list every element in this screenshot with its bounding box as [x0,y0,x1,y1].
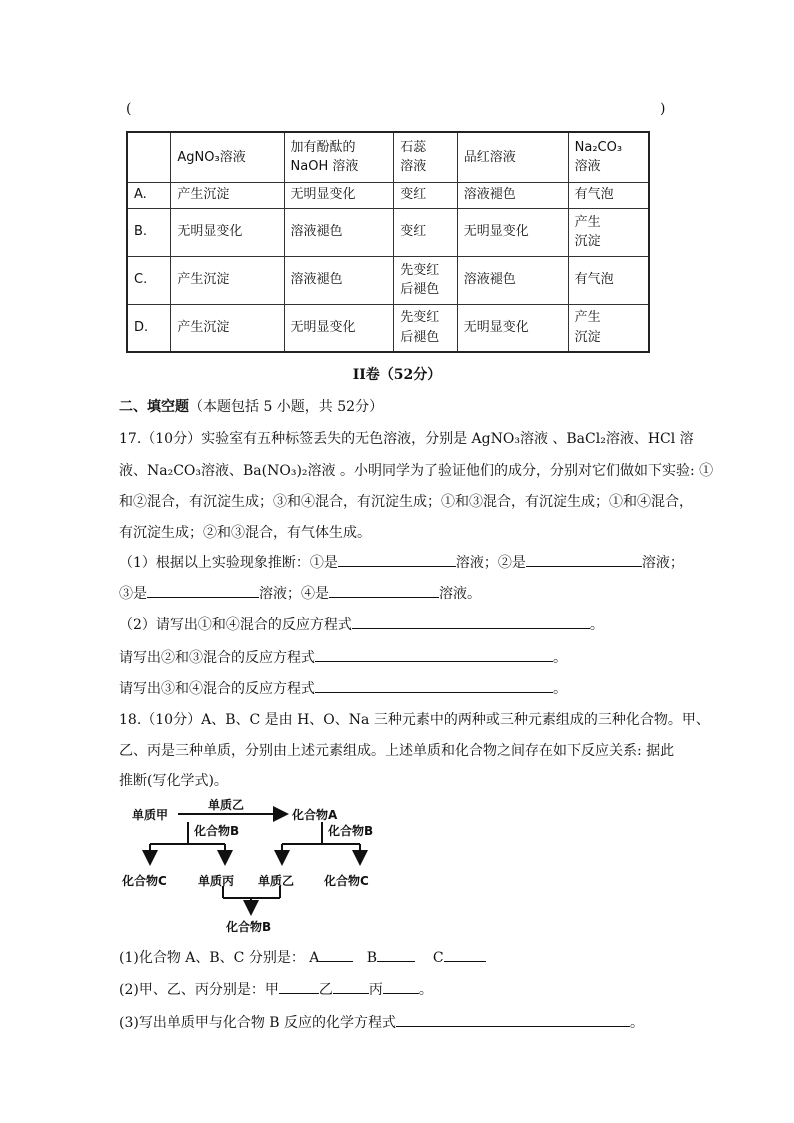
table-cell: 产生沉淀 [171,304,284,352]
options-table [126,131,650,353]
table-cell: 溶液褪色 [457,256,568,304]
q17-line4: 有沉淀生成；②和③混合，有气体生成。 [119,525,371,541]
part2-heading [119,396,383,416]
answer-blank[interactable] [319,947,353,962]
node-C-right: 化合物C [324,874,369,888]
node-jia: 单质甲 [132,808,169,822]
table-cell: 溶液褪色 [284,208,394,256]
header-cell: Na₂CO₃ 溶液 [568,132,649,182]
node-yi-mid: 单质乙 [258,874,295,888]
row-label: D. [127,304,171,352]
answer-blank[interactable] [338,552,456,567]
node-C: 化合物C [122,874,167,888]
answer-blank[interactable] [315,678,553,693]
header-cell: 加有酚酞的 NaOH 溶液 [284,132,394,182]
q17-line3: 和②混合，有沉淀生成；③和④混合，有沉淀生成；①和③混合，有沉淀生成；①和④混合， [119,494,693,510]
node-B-left: 化合物B [194,824,240,838]
table-cell: 溶液褪色 [457,182,568,208]
table-cell: 变红 [394,208,458,256]
row-label: B. [127,208,171,256]
q17-sub1-line2: ③是 溶液；④是 溶液。 [119,583,481,603]
table-cell: 无明显变化 [457,304,568,352]
reaction-diagram [120,792,400,937]
q18-ans2: (2)甲、乙、丙分别是：甲 乙 丙 。 [119,979,433,999]
table-cell: 产生 沉淀 [568,208,649,256]
answer-blank[interactable] [444,947,486,962]
table-row [127,182,649,208]
table-cell: 产生 沉淀 [568,304,649,352]
q18-line2: 乙、丙是三种单质，分别由上述元素组成。上述单质和化合物之间存在如下反应关系: 据此 [119,743,675,759]
row-label: C. [127,256,171,304]
table-cell: 无明显变化 [284,304,394,352]
table-row [127,256,649,304]
header-cell [127,132,171,182]
q18-ans1: (1)化合物 A、B、C 分别是： A B C [119,947,486,967]
table-cell: 有气泡 [568,182,649,208]
node-yi-top: 单质乙 [208,798,245,812]
q18-line1: 18.（10分）A、B、C 是由 H、O、Na 三种元素中的两种或三种元素组成的三种化合物。甲、 [119,712,710,728]
row-label: A. [127,182,171,208]
answer-blank[interactable] [147,583,259,598]
table-cell: 有气泡 [568,256,649,304]
q17-line2: 液、Na₂CO₃溶液、Ba(NO₃)₂溶液 。小明同学为了验证他们的成分，分别对它们做如下实验: ① [119,463,714,479]
q17-sub3: 请写出②和③混合的反应方程式 。 [119,647,567,667]
paren-close: ) [660,101,666,117]
table-cell: 先变红 后褪色 [394,304,458,352]
node-B-bottom: 化合物B [226,920,272,934]
answer-blank[interactable] [279,979,319,994]
table-cell: 产生沉淀 [171,256,284,304]
q18-line3: 推断(写化学式)。 [119,773,228,789]
q17-sub2: （2）请写出①和④混合的反应方程式 。 [119,614,604,634]
q17-line1: 17.（10分）实验室有五种标签丢失的无色溶液，分别是 AgNO₃溶液 、BaCl₂溶液、HCl 溶 [119,431,694,447]
table-cell: 产生沉淀 [171,182,284,208]
table-cell: 先变红 后褪色 [394,256,458,304]
table-header-row [127,132,649,182]
answer-blank[interactable] [315,647,553,662]
part2-heading-note: （本题包括 5 小题，共 52分） [189,399,384,415]
answer-blank[interactable] [526,552,642,567]
node-bing: 单质丙 [198,874,235,888]
table-cell: 无明显变化 [284,182,394,208]
part2-heading-label: 二、填空题 [119,399,189,415]
q18-ans3: (3)写出单质甲与化合物 B 反应的化学方程式 。 [119,1012,644,1032]
table-cell: 溶液褪色 [284,256,394,304]
header-cell: 石蕊 溶液 [394,132,458,182]
table-cell: 变红 [394,182,458,208]
header-cell: AgNO₃溶液 [171,132,284,182]
answer-blank[interactable] [329,583,439,598]
answer-blank[interactable] [377,947,415,962]
answer-blank[interactable] [396,1012,630,1027]
table-cell: 无明显变化 [171,208,284,256]
table-row [127,304,649,352]
answer-blank[interactable] [383,979,419,994]
table-row [127,208,649,256]
section-title: II卷（52分） [352,367,442,383]
paren-open: ( [126,101,132,117]
q17-sub4: 请写出③和④混合的反应方程式 。 [119,678,567,698]
node-A: 化合物A [292,808,338,822]
answer-blank[interactable] [333,979,369,994]
node-B-right: 化合物B [328,824,374,838]
answer-blank[interactable] [352,614,590,629]
q17-sub1-line1: （1）根据以上实验现象推断：①是 溶液；②是 溶液； [119,552,684,572]
table-cell: 无明显变化 [457,208,568,256]
header-cell: 品红溶液 [457,132,568,182]
